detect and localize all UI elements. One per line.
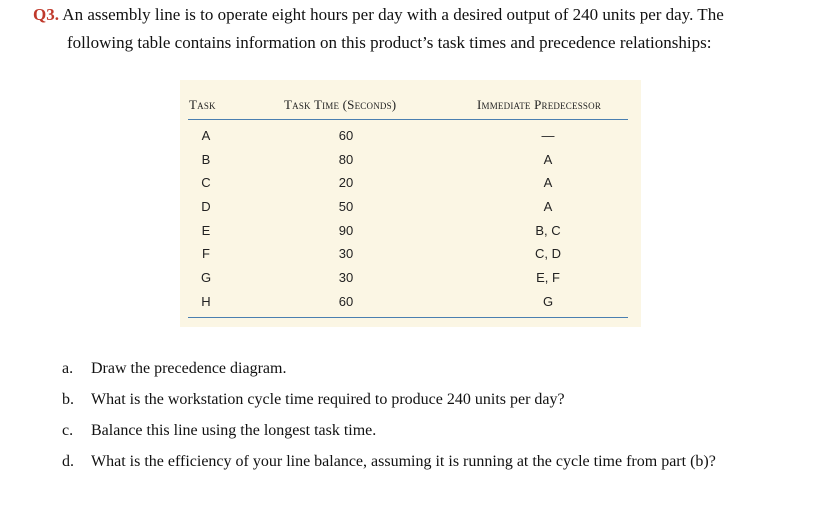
task-b-predecessor: A — [543, 152, 553, 167]
task-c-time: 20 — [338, 175, 354, 190]
task-e-time: 90 — [338, 223, 354, 238]
task-b-time: 80 — [338, 152, 354, 167]
table-header-rule — [188, 119, 628, 120]
part-b-text: What is the workstation cycle time required to produce 240 units per day? — [91, 391, 565, 408]
task-f: F — [202, 246, 210, 261]
task-table — [180, 80, 641, 327]
task-b: B — [201, 152, 211, 167]
task-d: D — [201, 199, 211, 214]
part-a-text: Draw the precedence diagram. — [91, 360, 287, 377]
table-bottom-rule — [188, 317, 628, 318]
task-c: C — [201, 175, 211, 190]
part-c-text: Balance this line using the longest task time. — [91, 422, 377, 439]
task-d-predecessor: A — [543, 199, 553, 214]
header-immediate-predecessor: Immediate Predecessor — [477, 97, 602, 112]
task-f-time: 30 — [338, 246, 354, 261]
task-d-time: 50 — [338, 199, 354, 214]
task-f-predecessor: C, D — [535, 246, 561, 261]
task-a: A — [201, 128, 211, 143]
part-c — [62, 421, 376, 441]
task-g-predecessor: E, F — [536, 270, 560, 285]
question-number: Q3. — [33, 5, 59, 24]
task-h: H — [201, 294, 211, 309]
part-d-letter: d. — [62, 453, 74, 470]
task-e: E — [201, 223, 211, 238]
header-task: Task — [189, 97, 216, 112]
part-b-letter: b. — [62, 391, 74, 408]
task-g: G — [200, 270, 212, 285]
task-e-predecessor: B, C — [535, 223, 561, 238]
part-d — [62, 452, 716, 472]
part-b — [62, 390, 565, 410]
task-c-predecessor: A — [543, 175, 553, 190]
task-h-predecessor: G — [542, 294, 554, 309]
part-a — [62, 359, 286, 379]
part-a-letter: a. — [62, 360, 74, 377]
question-intro-text-1: An assembly line is to operate eight hours per day with a desired output of 240 units per day. The — [58, 5, 724, 24]
part-d-text: What is the efficiency of your line balance, assuming it is running at the cycle time from part (b)? — [91, 453, 716, 470]
task-a-predecessor: — — [541, 128, 555, 143]
question-intro-line-1 — [33, 4, 724, 26]
header-task-time: Task Time (Seconds) — [284, 97, 397, 112]
task-g-time: 30 — [338, 270, 354, 285]
question-intro-line-2: following table contains information on this product’s task times and precedence relationships: — [67, 33, 712, 52]
part-c-letter: c. — [62, 422, 74, 439]
task-a-time: 60 — [338, 128, 354, 143]
task-h-time: 60 — [338, 294, 354, 309]
